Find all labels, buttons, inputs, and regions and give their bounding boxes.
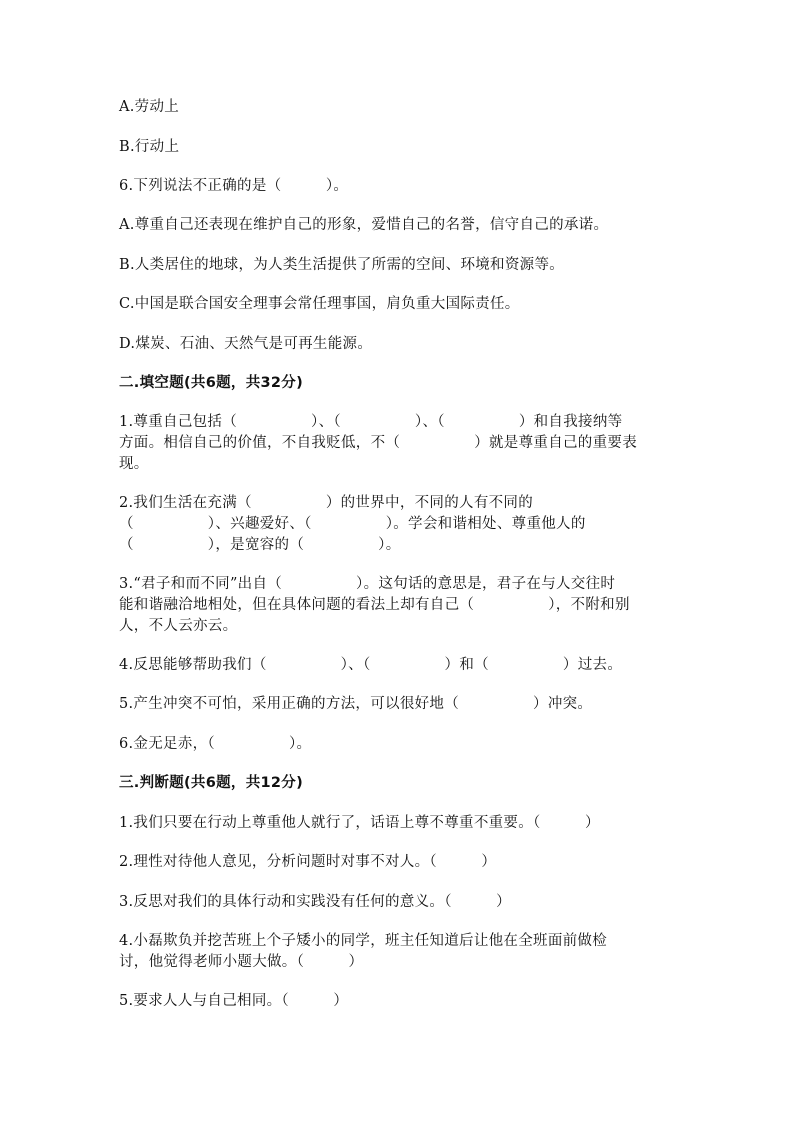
fill-q4: 4.反思能够帮助我们（ ）、（ ）和（ ）过去。 — [119, 657, 623, 673]
judge-q4-line1: 4.小磊欺负并挖苦班上个子矮小的同学，班主任知道后让他在全班面前做检 — [119, 933, 608, 949]
q6-option-a: A.尊重自己还表现在维护自己的形象，爱惜自己的名誉，信守自己的承诺。 — [119, 217, 609, 233]
q5-option-b: B.行动上 — [119, 139, 180, 155]
fill-q1-line2: 方面。相信自己的价值，不自我贬低，不（ ）就是尊重自己的重要表 — [119, 435, 637, 451]
section3-title: 三.判断题(共6题，共12分) — [119, 775, 304, 791]
judge-q5: 5.要求人人与自己相同。（ ） — [119, 993, 349, 1009]
fill-q3-line1: 3.“君子和而不同”出自（ ）。这句话的意思是，君子在与人交往时 — [119, 576, 616, 592]
q6-option-b: B.人类居住的地球，为人类生活提供了所需的空间、环境和资源等。 — [119, 257, 565, 273]
judge-q1: 1.我们只要在行动上尊重他人就行了，话语上尊不尊重不重要。（ ） — [119, 815, 600, 831]
judge-q3: 3.反思对我们的具体行动和实践没有任何的意义。（ ） — [119, 894, 511, 910]
judge-q4-line2: 讨，他觉得老师小题大做。（ ） — [119, 954, 364, 970]
fill-q2-line3: （ ），是宽容的（ ）。 — [119, 537, 401, 553]
fill-q2-line1: 2.我们生活在充满（ ）的世界中，不同的人有不同的 — [119, 495, 534, 511]
q5-option-a: A.劳动上 — [119, 99, 180, 115]
fill-q5: 5.产生冲突不可怕，采用正确的方法，可以很好地（ ）冲突。 — [119, 696, 593, 712]
fill-q2-line2: （ ）、兴趣爱好、（ ）。学会和谐相处、尊重他人的 — [119, 516, 586, 532]
fill-q1-line3: 现。 — [119, 456, 149, 472]
fill-q3-line3: 人，不人云亦云。 — [119, 618, 238, 634]
q6-option-d: D.煤炭、石油、天然气是可再生能源。 — [119, 336, 373, 352]
fill-q6: 6.金无足赤，（ ）。 — [119, 736, 312, 752]
fill-q3-line2: 能和谐融洽地相处，但在具体问题的看法上却有自己（ ），不附和别 — [119, 597, 630, 613]
q6-stem: 6.下列说法不正确的是（ ）。 — [119, 178, 349, 194]
section2-title: 二.填空题(共6题，共32分) — [119, 375, 304, 391]
fill-q1-line1: 1.尊重自己包括（ ）、（ ）、（ ）和自我接纳等 — [119, 414, 623, 430]
judge-q2: 2.理性对待他人意见，分析问题时对事不对人。（ ） — [119, 854, 497, 870]
q6-option-c: C.中国是联合国安全理事会常任理事国，肩负重大国际责任。 — [119, 296, 520, 312]
